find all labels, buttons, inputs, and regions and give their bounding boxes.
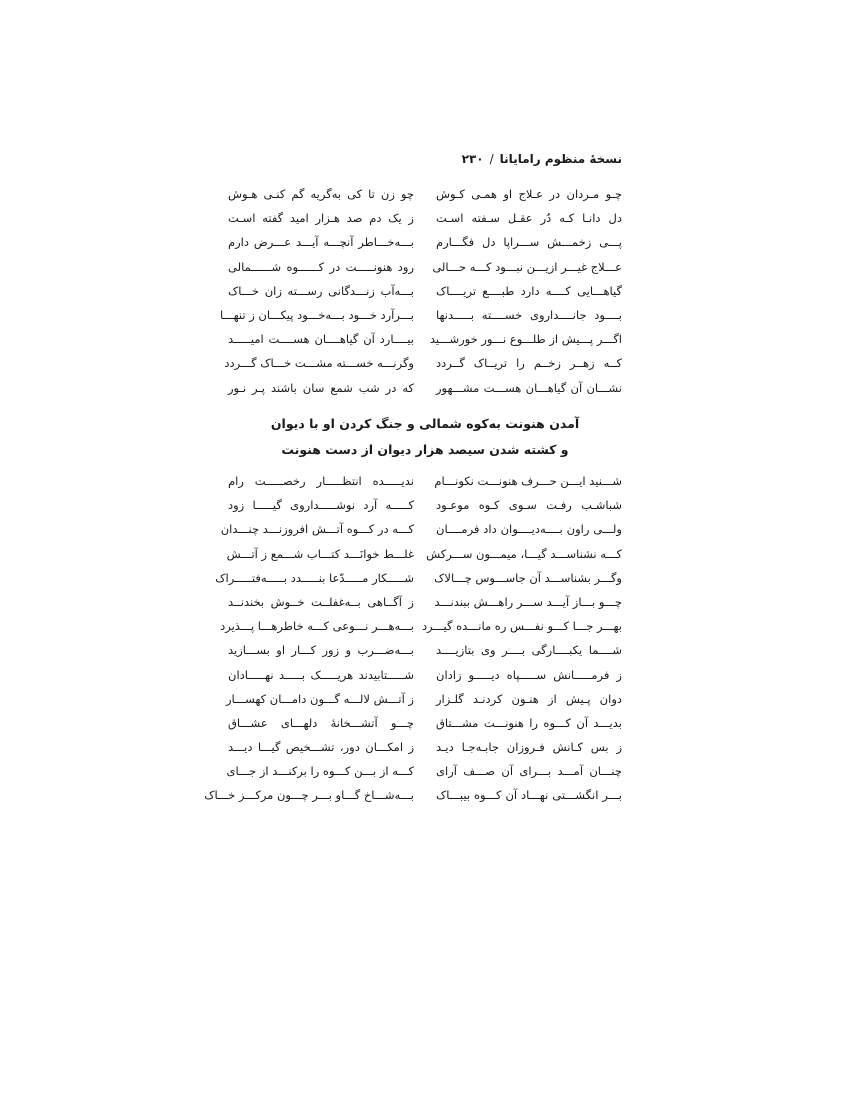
header-separator: / <box>489 152 494 166</box>
hemistich-first: دوان پـیش از هنـون کردنـد گلـزار <box>436 691 622 706</box>
page-number: ۲۳۰ <box>461 152 484 166</box>
section-heading-line-2: و کشته شدن سیصد هزار دیوان از دست هنونت <box>281 442 569 457</box>
hemistich-second: که در شب شمع سان باشند پـر نـور <box>228 380 414 395</box>
hemistich-second: ز یک دم صد هـزار امید گفته اسـت <box>228 211 414 226</box>
couplet <box>228 230 622 254</box>
couplet <box>228 542 622 566</box>
couplet <box>228 735 622 759</box>
verse-block-1 <box>219 182 622 400</box>
hemistich-first: ز فرمـــــانش ســـــپاه دیـــــو زادان <box>436 667 622 682</box>
hemistich-first: چـو مـردان در عـلاج او همـی کـوش <box>436 187 622 201</box>
couplet <box>228 469 622 493</box>
couplet <box>220 614 622 638</box>
hemistich-first: ولـــی راون بــــه‌دیــــوان داد فرمــــان <box>436 522 622 537</box>
hemistich-first: شباشـب رفـت سـوی کـوه موعـود <box>436 498 622 513</box>
hemistich-first: گیاهـــایی کــــه دارد طبــــع تریــــاک <box>436 283 622 298</box>
couplet <box>228 759 622 783</box>
hemistich-first: نشـــان آن گیاهـــان هســـت مشـــهور <box>436 380 622 395</box>
couplet <box>225 687 622 711</box>
hemistich-second: چو زن تا کی به‌گریه گم کنـی هـوش <box>228 187 414 201</box>
couplet <box>228 590 622 614</box>
hemistich-first: شـــنید ایـــن حـــرف هنونـــت نکونـــام <box>434 474 622 488</box>
hemistich-second: بـــه‌ضـــرب و زور کـــار او بســـازید <box>228 643 414 658</box>
couplet <box>228 711 622 735</box>
hemistich-second: بـــه‌آب زنـــدگانی رســـته زان خـــاک <box>228 283 414 298</box>
hemistich-first: دل دانـا کـه دُر عقـل سـفته اسـت <box>436 211 622 226</box>
hemistich-first: چنـــان آمـــد بـــرای آن صـــف آرای <box>436 764 622 779</box>
hemistich-first: بـــر انگشـــتی نهـــاد آن کـــوه بیبـــاک <box>436 788 622 803</box>
hemistich-second: بـــه‌خـــاطر آنچـــه آیـــد عـــرض دارم <box>228 235 414 250</box>
hemistich-first: کــه زهــر زخــم را تریــاک گــردد <box>436 356 622 371</box>
couplet <box>228 663 622 687</box>
couplet <box>228 327 622 351</box>
hemistich-first: عـــلاج غیـــر ازیـــن نبـــود کـــه حـــالی <box>432 259 622 274</box>
hemistich-first: کـــه نشناســـد گیـــا، میمـــون ســـرکش <box>426 546 622 561</box>
hemistich-first: پـــی زخمـــش ســـراپا دل فگـــارم <box>436 235 622 250</box>
hemistich-second: بـــه‌هـــر نـــوعی کـــه خاطرهـــا پـــذیرد <box>220 619 414 634</box>
couplet <box>228 279 622 303</box>
hemistich-first: بــــود جانــــداروی خســــته بـــــدنها <box>436 307 622 322</box>
section-heading-line-1: آمدن هنونت به‌کوه شمالی و جنگ کردن او با دیوان <box>270 416 580 431</box>
couplet <box>228 255 622 279</box>
section-heading <box>228 411 622 463</box>
hemistich-first: ز بس کـانش فـروزان جابـه‌جـا دیـد <box>436 740 622 755</box>
hemistich-second: کـــه از بـــن کـــوه را برکنـــد از جـــای <box>226 764 414 779</box>
hemistich-second: غلـــط خوانَـــد کتـــاب شـــمع ز آتـــش <box>226 546 414 561</box>
hemistich-second: وگرنـــه خســـته مشـــت خـــاک گـــردد <box>224 356 414 371</box>
hemistich-second: ز آگــاهی بــه‌غفلــت خــوش بخندنــد <box>228 594 414 609</box>
couplet <box>219 303 622 327</box>
hemistich-second: کـــــه آرد نوشـــــداروی گیـــــا زود <box>228 498 414 513</box>
couplet <box>215 566 622 590</box>
hemistich-first: اگـــر پـــیش از طلـــوع نـــور خورشـــید <box>429 332 622 347</box>
hemistich-second: شـــــکار مـــــدّعا بنـــــدد بـــــه‌فتـــــراک <box>215 570 414 585</box>
hemistich-second: چـــو آتشـــخانهٔ دلهـــای عشـــاق <box>228 715 414 730</box>
couplet <box>228 182 622 206</box>
running-header <box>228 149 622 169</box>
hemistich-second: رود هنونـــــت در کــــــوه شــــــمالی <box>228 259 414 274</box>
hemistich-second: ز امکـــان دور، تشـــخیص گیـــا دیـــد <box>228 740 414 755</box>
hemistich-second: بـــرآرد خـــود بـــه‌خـــود پیکـــان ز تنهـــا <box>219 307 414 322</box>
hemistich-second: بـــه‌شـــاخ گـــاو بـــر چـــون مرکـــز خـــاک <box>204 788 414 803</box>
hemistich-first: بهـــر جـــا کـــو نفـــس ره مانـــده گیـــرد <box>421 619 622 634</box>
hemistich-second: کـــه در کـــوه آتـــش افروزنـــد چنـــدان <box>220 522 414 537</box>
couplet <box>228 493 622 517</box>
hemistich-second: شـــــتابیدند هریـــــک بـــــد نهـــــادان <box>228 667 414 682</box>
hemistich-first: بدیـــد آن کـــوه را هنونـــت مشـــتاق <box>436 715 622 730</box>
couplet <box>228 376 622 400</box>
couplet <box>228 206 622 230</box>
hemistich-second: ز آتـــش لالـــه گـــون دامـــان کهســـار <box>225 691 414 706</box>
verse-block-2 <box>204 469 622 808</box>
hemistich-first: شــــما یکبــــارگی بــــر وی بتازیــــد <box>436 643 622 658</box>
couplet <box>228 638 622 662</box>
book-title: نسخهٔ منظوم رامایانا <box>499 152 622 166</box>
hemistich-second: بیــــارد آن گیاهــــان هســــت امیـــــد <box>228 332 414 347</box>
hemistich-first: وگـــر بشناســـد آن جاســـوس چـــالاک <box>434 570 622 585</box>
couplet <box>220 517 622 541</box>
couplet <box>204 783 622 807</box>
hemistich-second: ندیـــــده انتظـــــار رخصـــــت رام <box>228 474 414 488</box>
hemistich-first: چـــو بـــاز آیـــد ســـر راهـــش ببندنـــد <box>434 594 622 609</box>
couplet <box>224 351 622 375</box>
